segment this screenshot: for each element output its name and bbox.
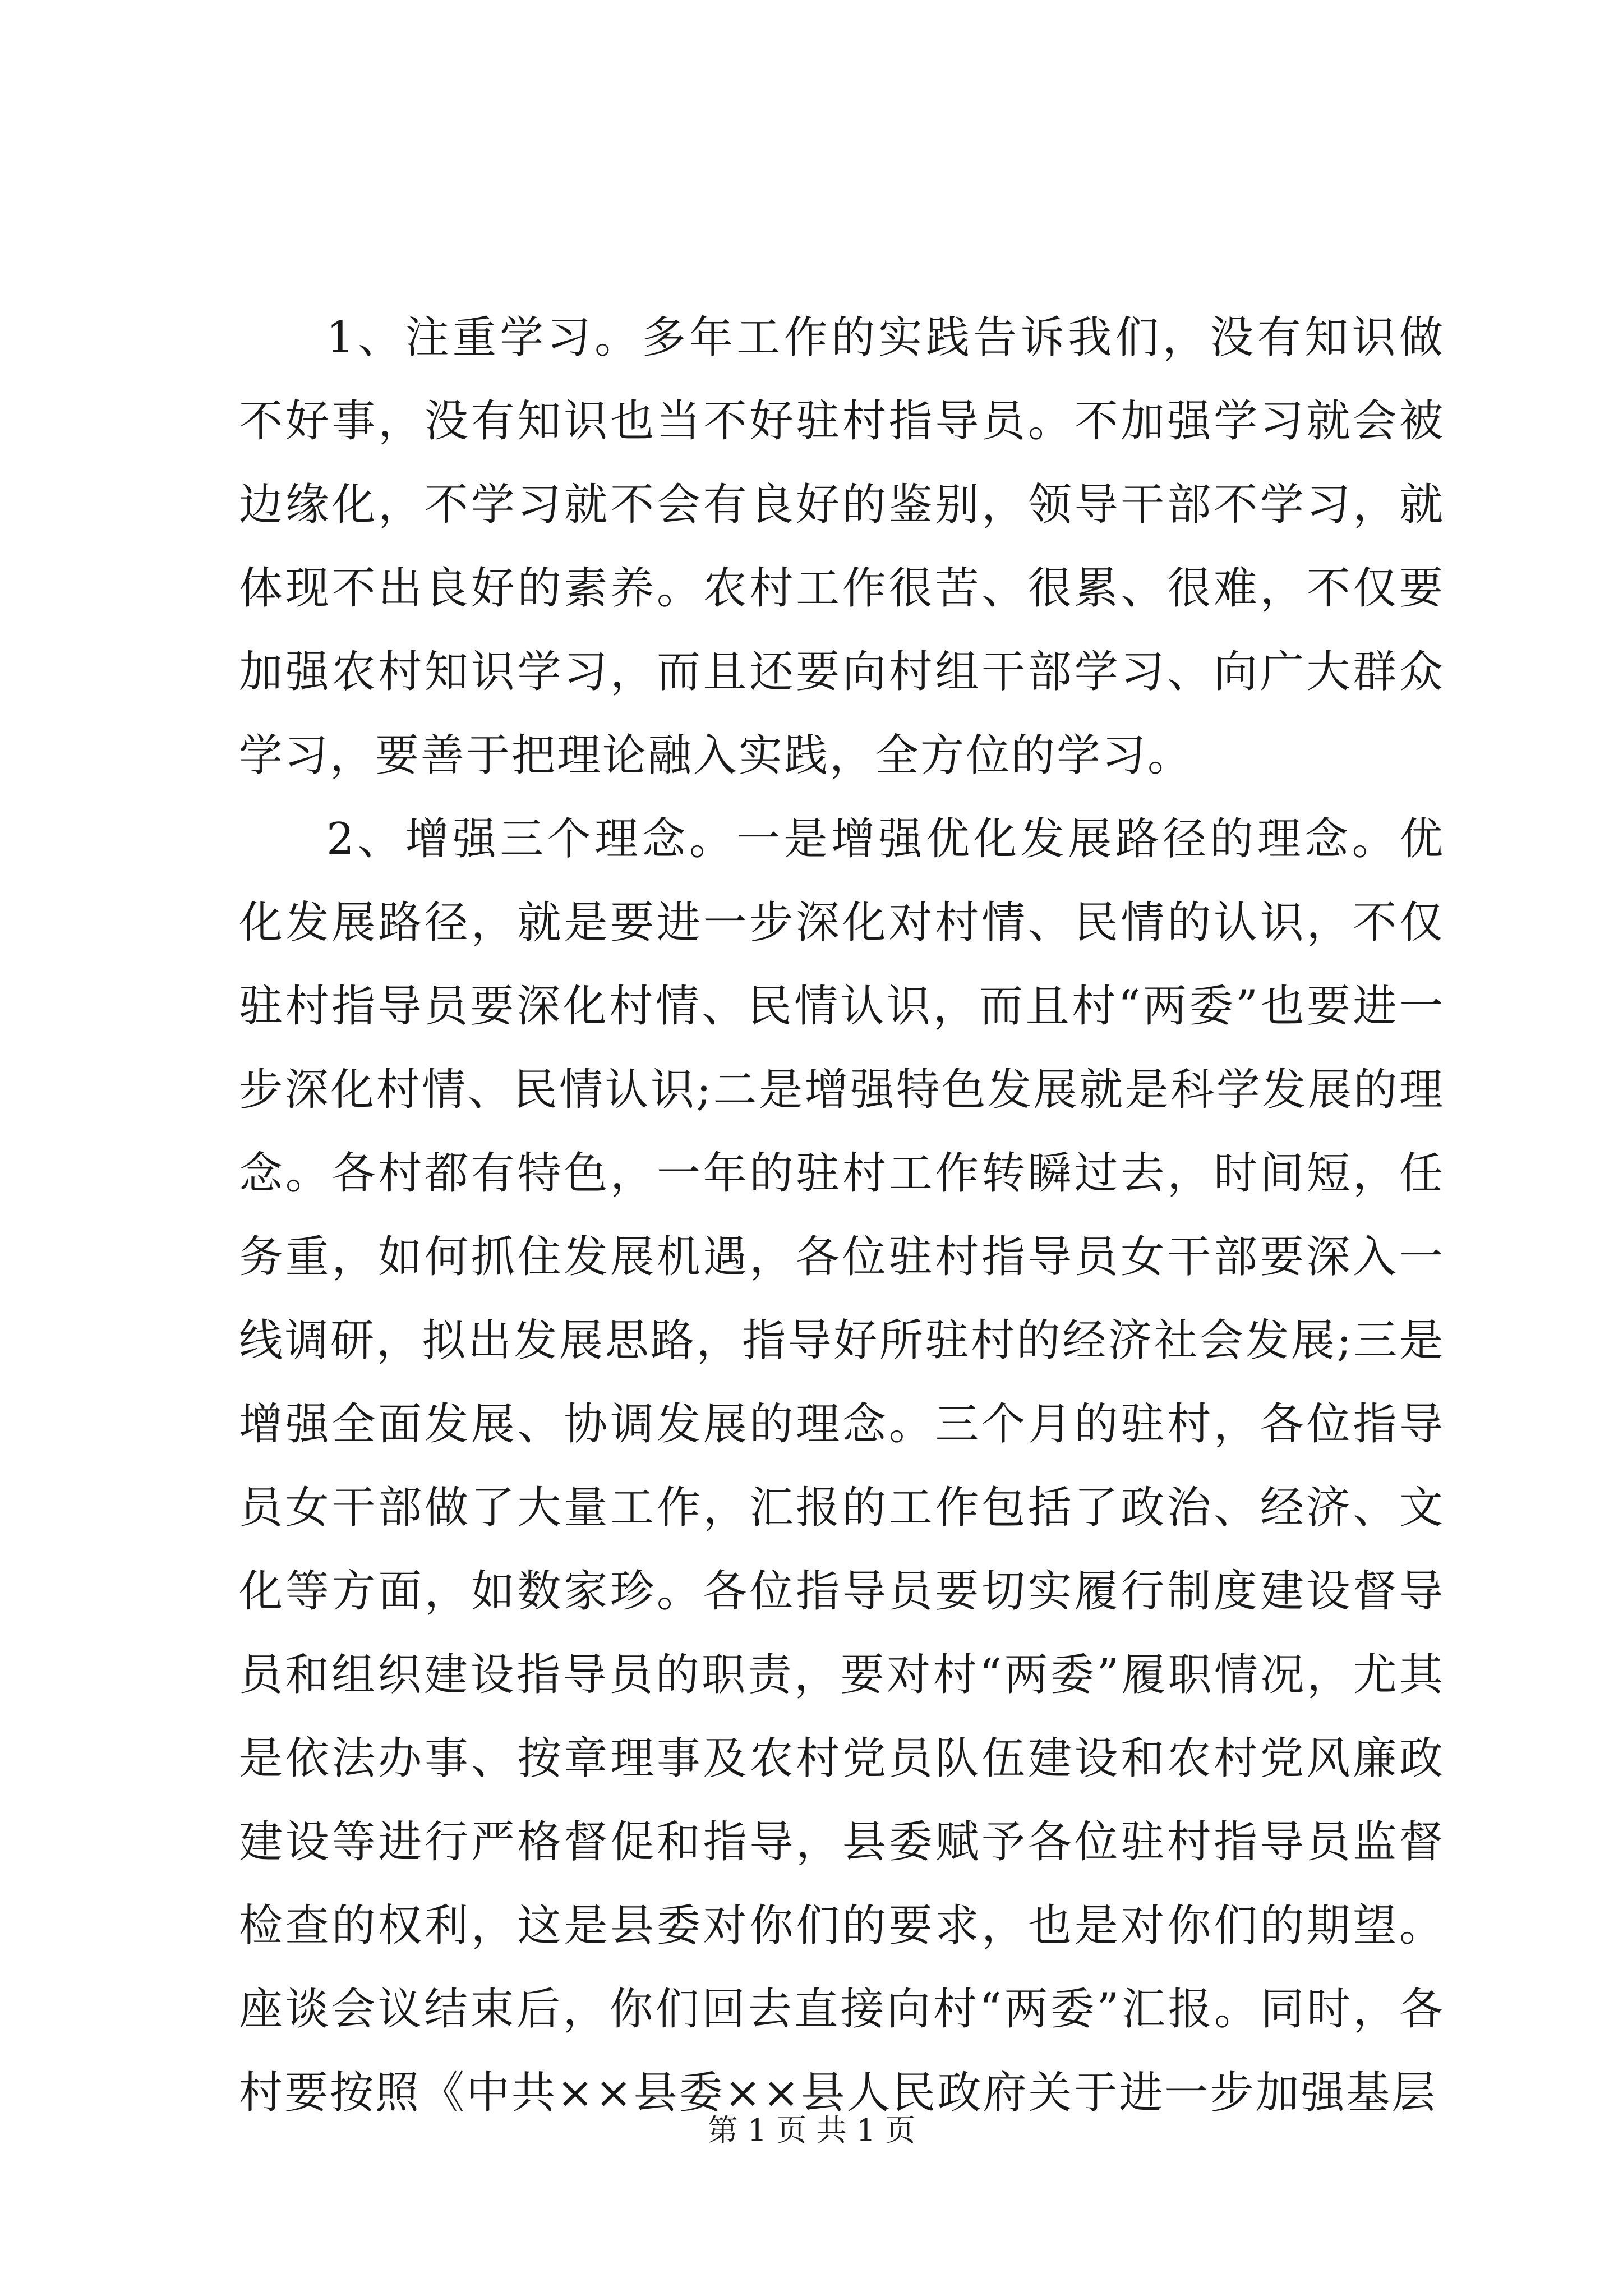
paragraph-1: 1、注重学习。多年工作的实践告诉我们，没有知识做不好事，没有知识也当不好驻村指导员。不加强学习就会被边缘化，不学习就不会有良好的鉴别，领导干部不学习，就体现不出良好的素养。农村工作很苦、很累、很难，不仅要加强农村知识学习，而且还要向村组干部学习、向广大群众学习，要善于把理论融入实践，全方位的学习。 <box>239 312 1445 781</box>
document-body <box>239 296 1445 2135</box>
paragraph-2: 2、增强三个理念。一是增强优化发展路径的理念。优化发展路径，就是要进一步深化对村情、民情的认识，不仅驻村指导员要深化村情、民情认识，而且村“两委”也要进一步深化村情、民情认识;二是增强特色发展就是科学发展的理念。各村都有特色，一年的驻村工作转瞬过去，时间短，任务重，如何抓住发展机遇，各位驻村指导员女干部要深入一线调研，拟出发展思路，指导好所驻村的经济社会发展;三是增强全面发展、协调发展的理念。三个月的驻村，各位指导员女干部做了大量工作，汇报的工作包括了政治、经济、文化等方面，如数家珍。各位指导员要切实履行制度建设督导员和组织建设指导员的职责，要对村“两委”履职情况，尤其是依法办事、按章理事及农村党员队伍建设和农村党风廉政建设等进行严格督促和指导，县委赋予各位驻村指导员监督检查的权利，这是县委对你们的要求，也是对你们的期望。座谈会议结束后，你们回去直接向村“两委”汇报。同时，各村要按照《中共××县委××县人民政府关于进一步加强基层 <box>239 814 1445 2118</box>
page-footer: 第 1 页 共 1 页 <box>707 2113 916 2148</box>
